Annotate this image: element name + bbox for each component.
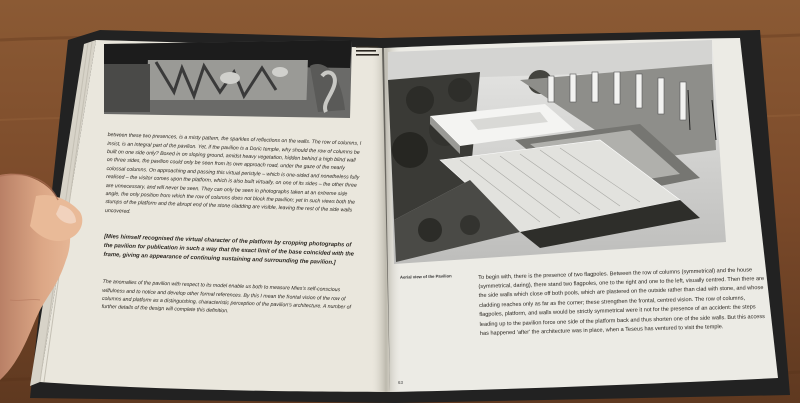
photo-caption: Aerial view of the Pavilion [399,273,452,280]
aerial-photo [388,40,726,264]
mural-photo [104,40,352,118]
left-paragraph-2: [Mies himself recognised the virtual character of the platform by cropping photographs of the pavilion for publication in such a way that the exact limit of the base coincided with the frame, giving an appearance of continuing sustaining and surrounding the pavilion.] [103,234,355,267]
right-page-text [478,260,768,345]
left-page-text [101,126,362,326]
left-paragraph-3: The anomalies of the pavilion with respect to its model enable us both to measure Mies's self-conscious wilfulness and to notice and develop other formal references. By this I mean the frontal vision of the row of columns and platform as a distinguishing, characteristic perception of the pavilion's architecture. A number of further details of the design will complete this definition. [101,279,352,315]
left-paragraph-1: between these two presences, is a misty pattern, the sparkles of reflections on the walls. The row of columns, I insist, is an integral part of the pavilion. Yet, if the pavilion is a Doric temple, why should the row of columns be built on one side only? Boxed in on sloping ground, amidst heavy vegetation, hidden behind a high blind wall on three sides, the pavilion could only be seen from its own approach road, under the gaze of the nearly colossal columns. On approaching and passing this virtual peristyle – which is one-sided and nonetheless fully realised – the visitor comes upon the platform, which is also built virtually, on one of its sides – the other three are unnecessary, and will never be seen. They can only be seen in photographs taken at an extreme side angle, the only position from which the row of columns does not block the pavilion; yet in such views both the stumps of the platform and the abrupt end of the stone cladding are visible, leaving the rest of the side walls uncovered. [104,132,362,215]
right-paragraph: To begin with, there is the presence of two flagpoles. Between the row of columns (symmetrical) and the house (symmetrical, daring), there stand two flagpoles, one to the right and one to the left, visually centred. Then there are the side walls which close off both pools, which are plastered on the outside rather than clad with stone, and whose cladding reaches only as far as the corner; these strengthen the frontal, centred vision. The row of columns, flagpoles, platform, and walls would be strictly symmetrical were it not for the presence of an accident: the steps leading up to the pavilion force one side of the platform back and thus shorten one of the side walls. But this access has happened 'after' the architecture was in place, when a Teseus has ventured to visit the temple. [478,266,766,338]
page-number: 63 [398,380,403,385]
